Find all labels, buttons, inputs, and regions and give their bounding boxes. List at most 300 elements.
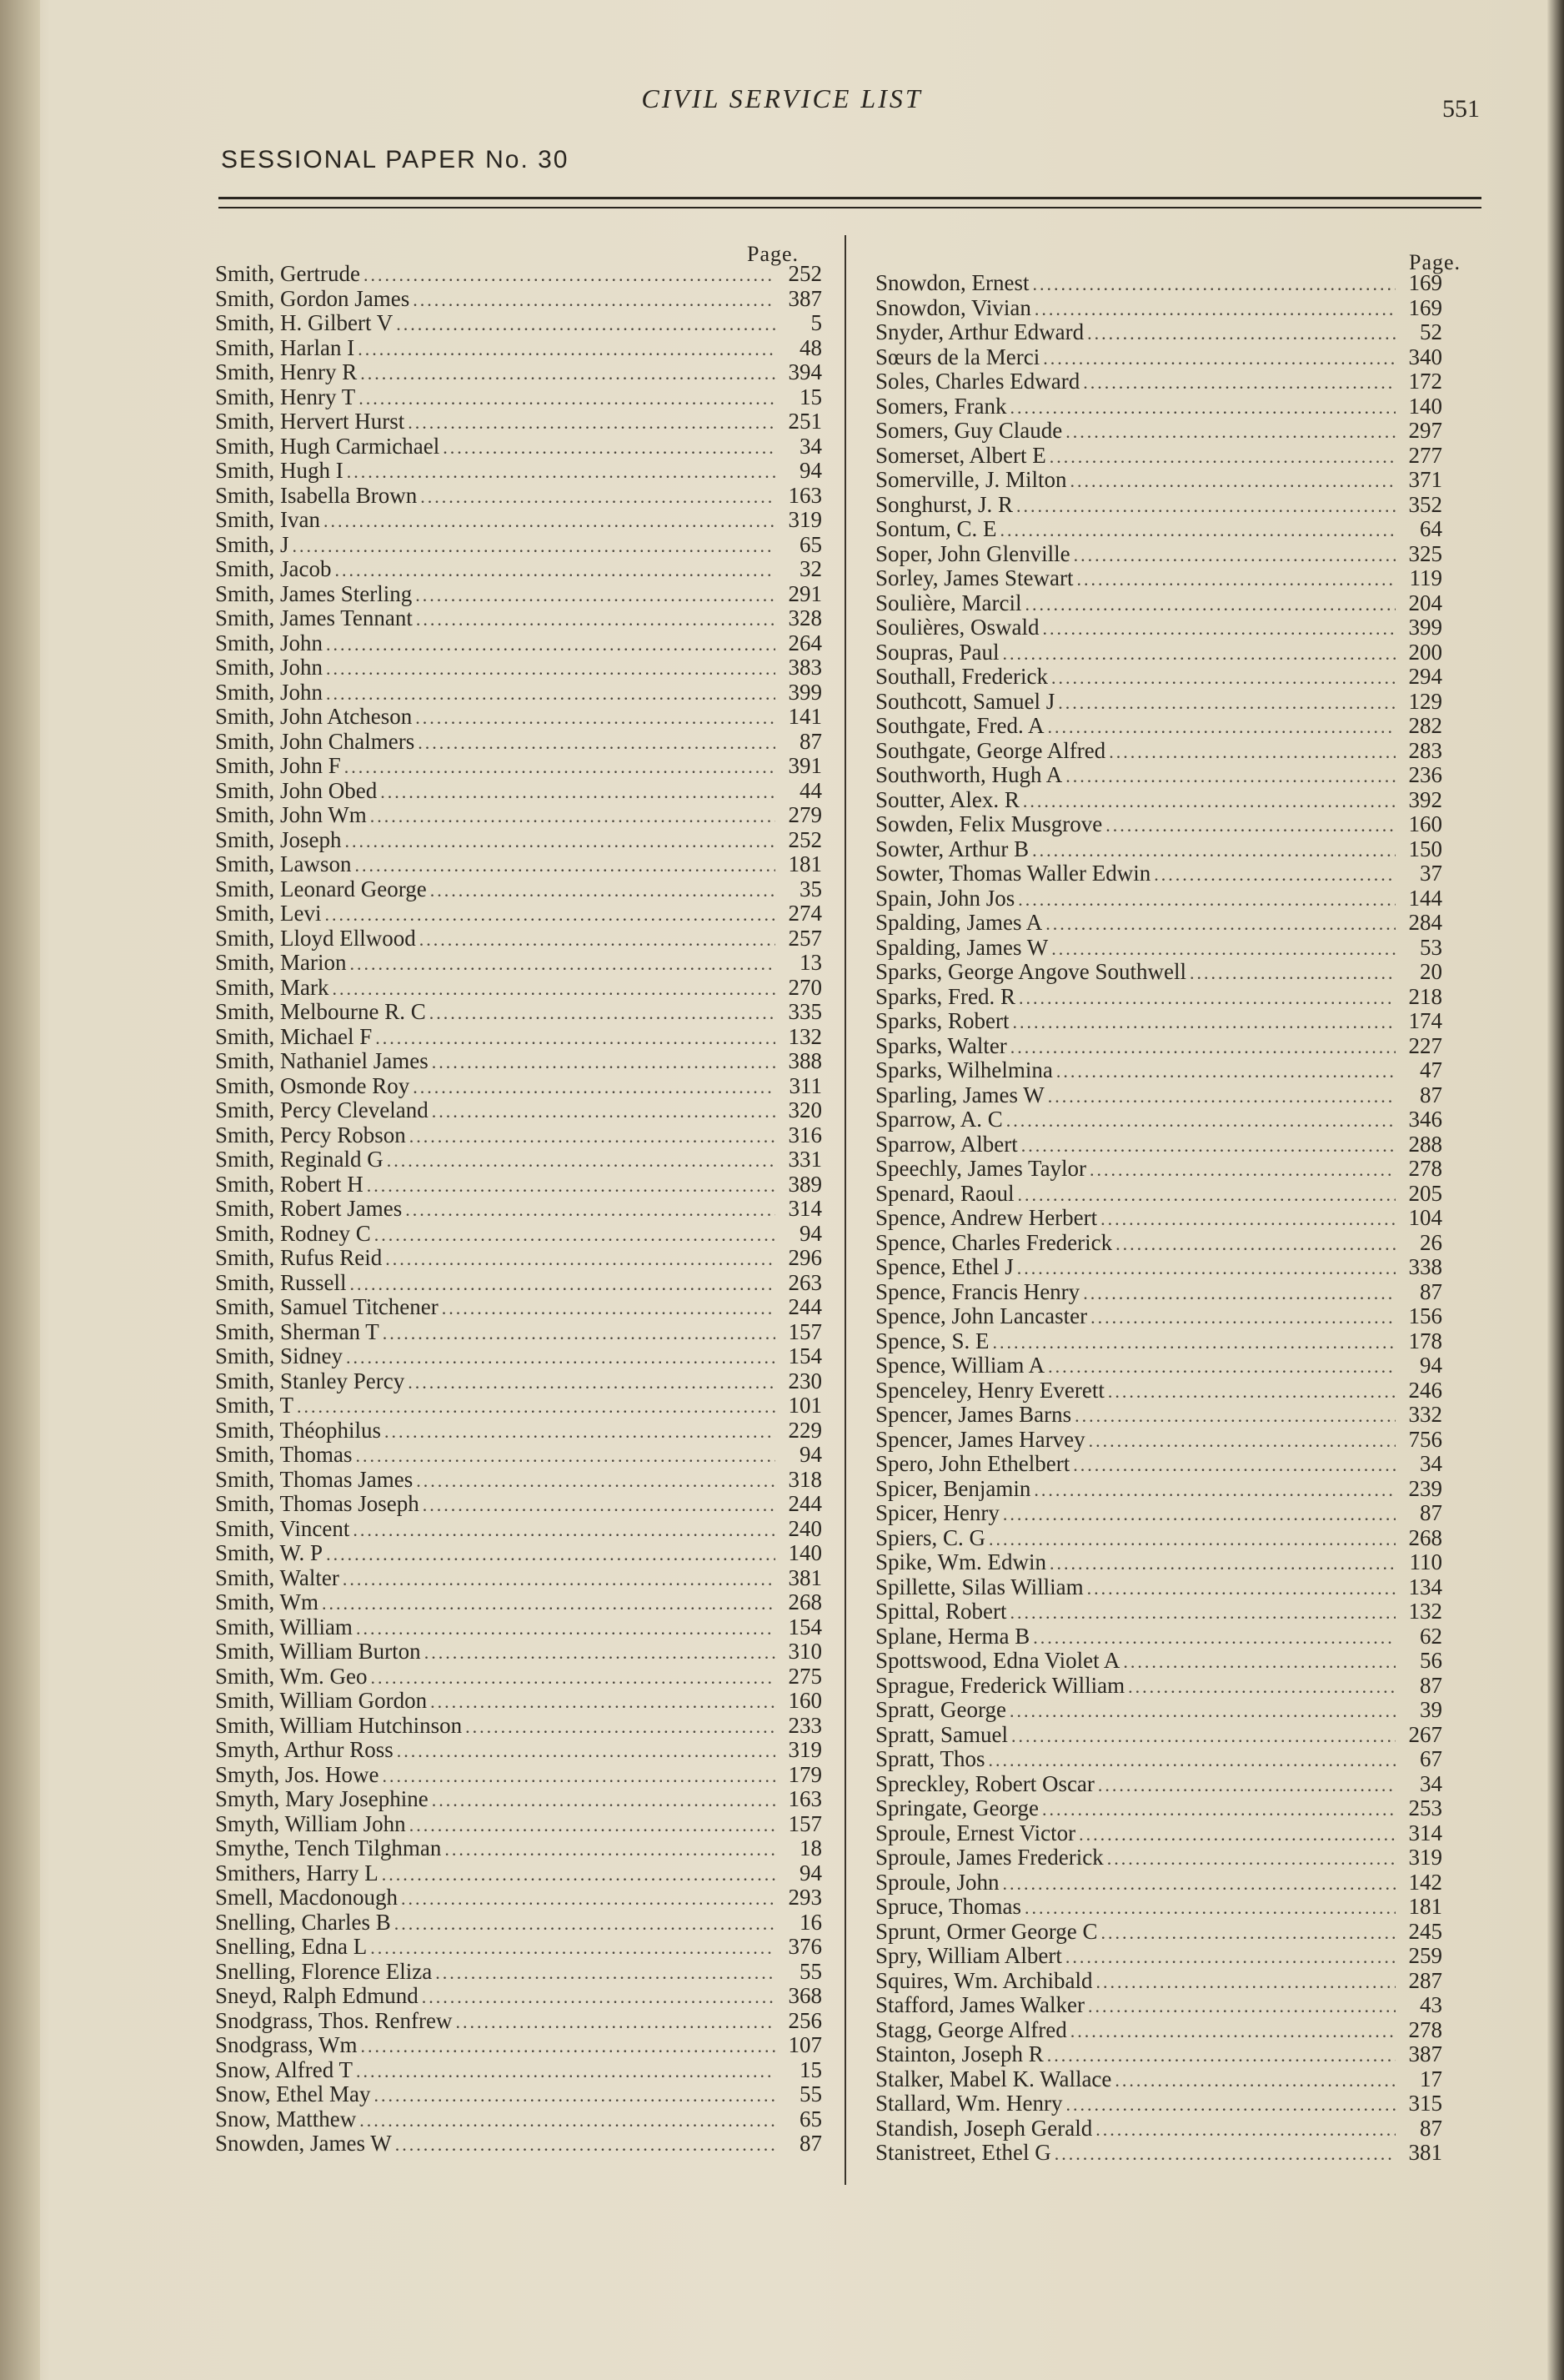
- index-entry: [875, 591, 1442, 616]
- entry-page-number: 163: [788, 1786, 822, 1811]
- dot-leader: [405, 1198, 775, 1223]
- index-entry: [215, 2058, 822, 2083]
- dot-leader: [422, 1985, 775, 2010]
- dot-leader: [358, 337, 775, 362]
- dot-leader: [1074, 543, 1396, 568]
- entry-name: Sparling, James W: [875, 1082, 1045, 1107]
- dot-leader: [1021, 1133, 1396, 1158]
- dot-leader: [1017, 1182, 1396, 1208]
- index-entry: [215, 852, 822, 877]
- entry-name: Smith, Gertrude: [215, 261, 360, 286]
- entry-name: Snodgrass, Thos. Renfrew: [215, 2007, 453, 2033]
- index-entry: [875, 1477, 1442, 1502]
- index-entry: [215, 1369, 822, 1394]
- entry-page-number: 87: [1420, 1672, 1442, 1698]
- sessional-paper-label: SESSIONAL PAPER No. 30: [221, 146, 569, 173]
- entry-name: Smith, Russell: [215, 1269, 347, 1295]
- dot-leader: [358, 386, 775, 411]
- entry-page-number: 174: [1408, 1008, 1442, 1033]
- entry-page-number: 340: [1408, 344, 1442, 369]
- dot-leader: [409, 1813, 775, 1838]
- index-entry: [215, 1172, 822, 1198]
- dot-leader: [1051, 665, 1396, 690]
- dot-leader: [356, 1444, 775, 1469]
- entry-name: Smith, Rodney C: [215, 1220, 371, 1246]
- dot-leader: [1065, 764, 1396, 789]
- entry-name: Soulière, Marcil: [875, 590, 1022, 615]
- dot-leader: [432, 1099, 775, 1124]
- dot-leader: [415, 705, 775, 731]
- entry-name: Smith, John F: [215, 753, 341, 778]
- entry-page-number: 52: [1420, 319, 1442, 344]
- entry-page-number: 179: [788, 1761, 822, 1787]
- entry-name: Smith, Nathaniel James: [215, 1048, 429, 1073]
- entry-page-number: 87: [800, 2131, 822, 2156]
- index-entry: [875, 1575, 1442, 1600]
- entry-page-number: 291: [788, 580, 822, 606]
- entry-page-number: 275: [788, 1663, 822, 1689]
- left-column-heading: Page.: [747, 242, 800, 266]
- entry-name: Smyth, William John: [215, 1810, 406, 1836]
- entry-page-number: 64: [1420, 516, 1442, 541]
- entry-page-number: 387: [788, 285, 822, 311]
- dot-leader: [1034, 1478, 1396, 1503]
- index-entry: [875, 1231, 1442, 1256]
- index-entry: [875, 2018, 1442, 2043]
- entry-name: Sparks, George Angove Southwell: [875, 959, 1186, 984]
- entry-name: Springate, George: [875, 1795, 1039, 1820]
- entry-name: Sparrow, Albert: [875, 1131, 1018, 1157]
- entry-name: Stanistreet, Ethel G: [875, 2140, 1051, 2165]
- index-entry: [875, 493, 1442, 518]
- index-entry: [875, 1698, 1442, 1723]
- entry-name: Snow, Ethel May: [215, 2081, 371, 2106]
- dot-leader: [385, 1247, 775, 1272]
- dot-leader: [325, 902, 776, 927]
- entry-page-number: 65: [800, 531, 822, 557]
- entry-page-number: 205: [1408, 1180, 1442, 1206]
- entry-page-number: 346: [1408, 1107, 1442, 1132]
- dot-leader: [1047, 2043, 1396, 2068]
- entry-page-number: 319: [788, 507, 822, 532]
- index-entry: [875, 444, 1442, 469]
- index-entry: [215, 779, 822, 804]
- entry-page-number: 399: [1408, 615, 1442, 640]
- index-entry: [215, 1911, 822, 1936]
- entry-page-number: 32: [800, 556, 822, 581]
- index-entry: [215, 1246, 822, 1271]
- entry-name: Smith, Osmonde Roy: [215, 1072, 410, 1098]
- dot-leader: [1100, 1207, 1396, 1232]
- dot-leader: [1100, 1921, 1396, 1946]
- entry-page-number: 233: [788, 1712, 822, 1738]
- entry-page-number: 287: [1408, 1967, 1442, 1993]
- index-entry: [875, 788, 1442, 813]
- index-entry: [215, 828, 822, 853]
- entry-name: Spruce, Thomas: [875, 1894, 1021, 1919]
- dot-leader: [344, 755, 775, 780]
- dot-leader: [413, 1075, 775, 1100]
- entry-name: Speechly, James Taylor: [875, 1156, 1087, 1181]
- index-entry: [875, 1723, 1442, 1748]
- dot-leader: [1018, 887, 1396, 912]
- entry-name: Snodgrass, Wm: [215, 2032, 358, 2057]
- index-entry: [875, 419, 1442, 444]
- entry-name: Splane, Herma B: [875, 1623, 1030, 1649]
- index-entry: [875, 886, 1442, 911]
- entry-name: Songhurst, J. R: [875, 491, 1014, 517]
- index-entry: [875, 271, 1442, 296]
- index-entry: [215, 582, 822, 607]
- entry-name: Spratt, Thos: [875, 1746, 985, 1771]
- dot-leader: [355, 853, 775, 878]
- dot-leader: [1003, 641, 1396, 666]
- entry-page-number: 140: [788, 1540, 822, 1565]
- entry-page-number: 756: [1408, 1426, 1442, 1452]
- entry-page-number: 144: [1408, 885, 1442, 911]
- entry-page-number: 328: [788, 605, 822, 630]
- entry-name: Smith, Levi: [215, 901, 322, 926]
- dot-leader: [370, 1936, 775, 1961]
- index-entry: [875, 640, 1442, 665]
- entry-name: Sparks, Robert: [875, 1008, 1010, 1033]
- dot-leader: [1083, 1281, 1396, 1306]
- index-entry: [215, 877, 822, 902]
- dot-leader: [435, 1961, 775, 1986]
- dot-leader: [408, 1370, 775, 1395]
- entry-name: Stalker, Mabel K. Wallace: [875, 2066, 1112, 2091]
- entry-name: Smith, William Burton: [215, 1639, 421, 1664]
- dot-leader: [989, 1748, 1396, 1773]
- dot-leader: [380, 780, 775, 805]
- entry-name: Smith, William: [215, 1614, 353, 1639]
- entry-page-number: 47: [1420, 1057, 1442, 1082]
- dot-leader: [384, 1419, 775, 1444]
- entry-name: Smith, Leonard George: [215, 876, 427, 901]
- index-entry: [215, 1418, 822, 1444]
- entry-name: Smyth, Jos. Howe: [215, 1761, 379, 1787]
- index-entry: [875, 2067, 1442, 2092]
- entry-name: Spence, Ethel J: [875, 1254, 1014, 1279]
- index-entry: [215, 1738, 822, 1763]
- index-entry: [875, 911, 1442, 936]
- entry-name: Smith, Ivan: [215, 507, 320, 532]
- dot-leader: [1019, 986, 1396, 1011]
- entry-name: Spalding, James W: [875, 934, 1049, 960]
- dot-leader: [1006, 1108, 1396, 1133]
- index-entry: [875, 690, 1442, 715]
- index-entry: [215, 2082, 822, 2107]
- dot-leader: [1190, 961, 1396, 986]
- entry-name: Sproule, John: [875, 1869, 1000, 1895]
- entry-name: Snelling, Edna L: [215, 1934, 368, 1959]
- index-entry: [215, 1935, 822, 1960]
- entry-page-number: 283: [1408, 737, 1442, 763]
- entry-page-number: 142: [1408, 1869, 1442, 1895]
- dot-leader: [1087, 321, 1396, 346]
- dot-leader: [1010, 1600, 1396, 1625]
- entry-page-number: 107: [788, 2032, 822, 2057]
- index-entry: [215, 1566, 822, 1591]
- entry-page-number: 331: [788, 1147, 822, 1172]
- dot-leader: [1095, 2117, 1396, 2142]
- entry-page-number: 67: [1420, 1746, 1442, 1771]
- entry-name: Sowter, Arthur B: [875, 836, 1030, 861]
- dot-leader: [1003, 1502, 1396, 1527]
- entry-page-number: 44: [800, 777, 822, 803]
- dot-leader: [346, 1345, 775, 1370]
- entry-page-number: 15: [800, 384, 822, 409]
- entry-page-number: 65: [800, 2106, 822, 2131]
- entry-name: Sparks, Fred. R: [875, 983, 1015, 1009]
- index-entry: [215, 287, 822, 312]
- index-entry: [875, 1969, 1442, 1994]
- index-entry: [875, 936, 1442, 961]
- dot-leader: [1012, 1010, 1396, 1035]
- entry-name: Smyth, Arthur Ross: [215, 1737, 394, 1762]
- dot-leader: [1076, 567, 1396, 592]
- dot-leader: [1088, 1994, 1396, 2019]
- index-entry: [215, 2009, 822, 2034]
- entry-name: Squires, Wm. Archibald: [875, 1967, 1093, 1993]
- index-entry: [875, 1304, 1442, 1329]
- dot-leader: [383, 1321, 775, 1346]
- index-entry: [875, 1157, 1442, 1182]
- dot-leader: [415, 583, 775, 608]
- entry-page-number: 279: [788, 802, 822, 827]
- entry-name: Smith, Théophilus: [215, 1417, 382, 1443]
- index-entry: [875, 837, 1442, 862]
- entry-page-number: 338: [1408, 1254, 1442, 1279]
- dot-leader: [293, 534, 775, 559]
- dot-leader: [1050, 1551, 1396, 1576]
- entry-name: Snelling, Florence Eliza: [215, 1958, 433, 1984]
- entry-name: Sœurs de la Merci: [875, 344, 1040, 369]
- entry-page-number: 245: [1408, 1918, 1442, 1944]
- entry-name: Smith, Michael F: [215, 1023, 373, 1049]
- index-entry: [215, 2131, 822, 2157]
- dot-leader: [1010, 1699, 1396, 1724]
- index-entry: [875, 615, 1442, 640]
- index-entry: [215, 1787, 822, 1812]
- entry-page-number: 314: [1408, 1820, 1442, 1845]
- entry-page-number: 119: [1409, 565, 1442, 590]
- dot-leader: [383, 1764, 775, 1789]
- index-entry: [215, 926, 822, 951]
- dot-leader: [1090, 1305, 1396, 1330]
- entry-name: Smith, Percy Robson: [215, 1122, 406, 1147]
- dot-leader: [1105, 813, 1396, 838]
- dot-leader: [361, 2034, 775, 2059]
- index-entry: [875, 1920, 1442, 1945]
- dot-leader: [335, 558, 776, 583]
- entry-page-number: 87: [1420, 2115, 1442, 2141]
- index-entry: [215, 1147, 822, 1172]
- dot-leader: [419, 927, 775, 952]
- dot-leader: [455, 2010, 775, 2035]
- entry-page-number: 246: [1408, 1377, 1442, 1403]
- dot-leader: [326, 1542, 775, 1567]
- entry-name: Smith, Reginald G: [215, 1147, 383, 1172]
- entry-page-number: 278: [1408, 2016, 1442, 2042]
- index-entry: [875, 1870, 1442, 1895]
- entry-page-number: 319: [1408, 1845, 1442, 1870]
- index-entry: [215, 434, 822, 459]
- dot-leader: [413, 288, 775, 313]
- entry-page-number: 392: [1408, 786, 1442, 812]
- entry-page-number: 62: [1420, 1623, 1442, 1649]
- entry-name: Smith, Sidney: [215, 1343, 343, 1368]
- dot-leader: [430, 1690, 775, 1715]
- dot-leader: [1025, 592, 1396, 617]
- entry-name: Spiers, C. G: [875, 1524, 986, 1550]
- entry-name: Sontum, C. E: [875, 516, 997, 541]
- entry-page-number: 253: [1408, 1795, 1442, 1820]
- dot-leader: [1035, 297, 1396, 322]
- dot-leader: [371, 1665, 775, 1690]
- entry-name: Spreckley, Robert Oscar: [875, 1770, 1095, 1796]
- index-entry: [875, 542, 1442, 567]
- entry-page-number: 230: [788, 1368, 822, 1393]
- index-entry: [215, 1074, 822, 1099]
- index-entry: [875, 320, 1442, 345]
- left-index-column: [215, 262, 822, 2157]
- entry-page-number: 282: [1408, 713, 1442, 738]
- entry-name: Smith, Isabella Brown: [215, 482, 418, 508]
- entry-name: Sprunt, Ormer George C: [875, 1918, 1098, 1944]
- entry-name: Spero, John Ethelbert: [875, 1451, 1070, 1476]
- entry-page-number: 318: [788, 1466, 822, 1492]
- index-entry: [875, 2141, 1442, 2166]
- entry-name: Spratt, Samuel: [875, 1721, 1008, 1747]
- entry-page-number: 157: [788, 1318, 822, 1344]
- dot-leader: [989, 1527, 1396, 1552]
- right-index-column: [875, 271, 1442, 2166]
- entry-page-number: 244: [788, 1294, 822, 1319]
- dot-leader: [1098, 1773, 1396, 1798]
- dot-leader: [1032, 838, 1396, 863]
- dot-leader: [1123, 1649, 1396, 1675]
- entry-page-number: 181: [788, 851, 822, 876]
- dot-leader: [1000, 518, 1396, 543]
- index-entry: [875, 345, 1442, 370]
- entry-name: Spence, Francis Henry: [875, 1278, 1080, 1304]
- dot-leader: [1045, 911, 1396, 936]
- index-entry: [875, 1550, 1442, 1575]
- entry-page-number: 141: [788, 704, 822, 729]
- index-entry: [875, 1353, 1442, 1378]
- index-entry: [215, 1197, 822, 1222]
- index-entry: [875, 1501, 1442, 1526]
- entry-name: Smythe, Tench Tilghman: [215, 1835, 442, 1860]
- entry-page-number: 87: [800, 728, 822, 754]
- header-rule: [218, 207, 1481, 208]
- dot-leader: [326, 656, 775, 681]
- column-divider: [845, 235, 846, 2185]
- index-entry: [215, 1320, 822, 1345]
- index-entry: [215, 1812, 822, 1837]
- entry-name: Sproule, Ernest Victor: [875, 1820, 1076, 1845]
- dot-leader: [401, 1886, 775, 1911]
- index-entry: [215, 2107, 822, 2132]
- dot-leader: [1042, 1797, 1396, 1822]
- index-entry: [875, 1009, 1442, 1034]
- dot-leader: [1017, 1256, 1396, 1281]
- index-entry: [215, 1393, 822, 1418]
- entry-name: Spencer, James Barns: [875, 1402, 1072, 1427]
- entry-page-number: 311: [789, 1072, 822, 1098]
- entry-page-number: 251: [788, 409, 822, 434]
- index-entry: [875, 1944, 1442, 1969]
- entry-name: Spenard, Raoul: [875, 1180, 1015, 1206]
- entry-page-number: 259: [1408, 1943, 1442, 1968]
- entry-name: Smith, Stanley Percy: [215, 1368, 405, 1393]
- entry-name: Smith, John Wm: [215, 802, 367, 827]
- dot-leader: [416, 1469, 775, 1494]
- entry-name: Soles, Charles Edward: [875, 369, 1080, 394]
- entry-name: Spence, S. E: [875, 1328, 990, 1353]
- dot-leader: [387, 1148, 775, 1173]
- index-entry: [875, 1452, 1442, 1477]
- entry-page-number: 17: [1420, 2066, 1442, 2091]
- entry-name: Smith, William Gordon: [215, 1688, 428, 1713]
- dot-leader: [992, 1330, 1396, 1355]
- dot-leader: [1050, 444, 1396, 469]
- entry-name: Soulières, Oswald: [875, 615, 1040, 640]
- entry-name: Smith, John Obed: [215, 777, 378, 803]
- dot-leader: [409, 1124, 775, 1149]
- entry-page-number: 55: [800, 2081, 822, 2106]
- entry-name: Smith, Melbourne R. C: [215, 999, 426, 1024]
- entry-page-number: 383: [788, 655, 822, 680]
- entry-name: Spencer, James Harvey: [875, 1426, 1085, 1452]
- entry-name: Spry, William Albert: [875, 1943, 1062, 1968]
- entry-page-number: 169: [1408, 294, 1442, 320]
- entry-page-number: 101: [788, 1393, 822, 1418]
- entry-name: Smell, Macdonough: [215, 1885, 398, 1910]
- entry-page-number: 391: [788, 753, 822, 778]
- dot-leader: [326, 632, 775, 657]
- dot-leader: [363, 263, 775, 288]
- entry-name: Spicer, Benjamin: [875, 1475, 1031, 1501]
- dot-leader: [1056, 1059, 1396, 1084]
- index-entry: [875, 1058, 1442, 1083]
- entry-page-number: 352: [1408, 491, 1442, 517]
- dot-leader: [345, 829, 775, 854]
- entry-page-number: 236: [1408, 762, 1442, 787]
- entry-page-number: 16: [800, 1909, 822, 1935]
- entry-page-number: 264: [788, 630, 822, 655]
- index-entry: [215, 754, 822, 779]
- index-entry: [875, 1182, 1442, 1207]
- entry-page-number: 134: [1408, 1574, 1442, 1599]
- entry-page-number: 319: [788, 1737, 822, 1762]
- dot-leader: [356, 1616, 775, 1641]
- index-entry: [215, 655, 822, 680]
- entry-name: Smith, Jacob: [215, 556, 332, 581]
- page-number: 551: [1442, 95, 1480, 123]
- entry-name: Spalding, James A: [875, 910, 1043, 935]
- index-entry: [215, 803, 822, 828]
- dot-leader: [1108, 1379, 1396, 1404]
- right-column-heading: Page.: [1409, 250, 1461, 274]
- dot-leader: [1083, 370, 1396, 395]
- index-entry: [875, 763, 1442, 788]
- dot-leader: [420, 485, 775, 510]
- index-entry: [215, 976, 822, 1001]
- dot-leader: [1042, 616, 1396, 641]
- dot-leader: [1010, 395, 1396, 420]
